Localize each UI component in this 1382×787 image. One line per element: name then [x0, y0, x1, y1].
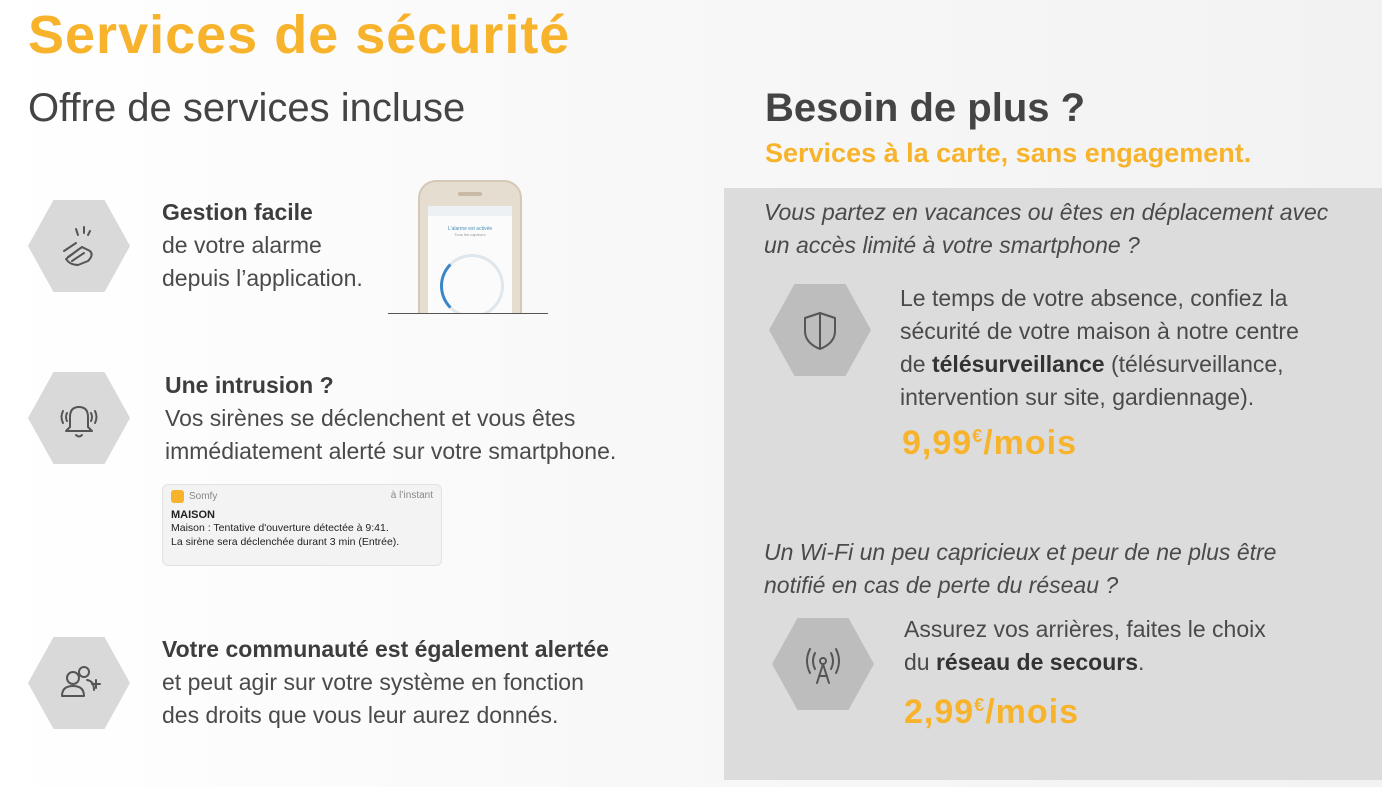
backup-network-offer-text: [904, 613, 1266, 679]
included-services-heading: Offre de services incluse: [28, 86, 466, 130]
backup-network-price: [904, 693, 1079, 732]
tagline: Services à la carte, sans engagement.: [765, 138, 1252, 168]
feature-line: depuis l’application.: [162, 265, 363, 291]
users-tile: [28, 637, 130, 729]
offer-line: [904, 646, 1266, 679]
monitoring-price: [902, 424, 1077, 463]
feature-line: de votre alarme: [162, 232, 322, 258]
feature-heading: Votre communauté est également alertée: [162, 636, 609, 662]
optional-services-panel: [724, 188, 1382, 780]
phone-sub-text: Tous les capteurs: [454, 232, 486, 237]
feature-heading: Gestion facile: [162, 199, 313, 225]
bell-tile: [28, 372, 130, 464]
monitoring-offer-text: [900, 282, 1299, 414]
phone-mockup: [388, 180, 548, 316]
notification-title: MAISON: [171, 509, 215, 521]
feature-easy-management: [162, 196, 363, 295]
page-title: Services de sécurité: [28, 5, 571, 65]
somfy-app-icon: [171, 490, 184, 503]
feature-heading: Une intrusion ?: [165, 372, 334, 398]
feature-intrusion: [165, 369, 616, 468]
price-unit: /mois: [985, 693, 1080, 731]
antenna-tile: [772, 618, 874, 710]
more-needed-heading: Besoin de plus ?: [765, 86, 1086, 130]
offer-line: [900, 348, 1299, 381]
offer-text: de: [900, 351, 932, 377]
antenna-signal-icon: [798, 639, 848, 689]
gesture-hand-icon: [54, 221, 104, 271]
phone-screen: [428, 206, 512, 314]
offer-keyword: télésurveillance: [931, 351, 1105, 377]
offer-line: Le temps de votre absence, confiez la: [900, 285, 1288, 311]
bell-alarm-icon: [54, 393, 104, 443]
offer-line: intervention sur site, gardiennage).: [900, 384, 1255, 410]
notification-message-1: Maison : Tentative d'ouverture détectée à 9:41.: [171, 522, 389, 534]
price-unit: /mois: [983, 424, 1078, 462]
offer-keyword: réseau de secours: [935, 649, 1138, 675]
feature-community: [162, 633, 609, 732]
offer-question: [764, 196, 1328, 262]
hand-gesture-tile: [28, 200, 130, 292]
notification-app-name: Somfy: [189, 491, 218, 502]
offer-text: du: [904, 649, 936, 675]
offer-line: sécurité de votre maison à notre centre: [900, 318, 1299, 344]
phone-speaker: [458, 192, 482, 196]
price-amount: 2,99: [904, 693, 975, 731]
offer-text: (télésurveillance,: [1104, 351, 1284, 377]
alarm-status-ring: [440, 254, 504, 314]
question-line: notifié en cas de perte du réseau ?: [764, 572, 1119, 598]
app-bar: [428, 206, 512, 216]
price-currency: €: [972, 426, 984, 446]
question-line: un accès limité à votre smartphone ?: [764, 232, 1140, 258]
notification-time: à l’instant: [390, 490, 433, 501]
shield-tile: [769, 284, 871, 376]
feature-line: Vos sirènes se déclenchent et vous êtes: [165, 405, 576, 431]
question-line: Vous partez en vacances ou êtes en déplacement avec: [764, 199, 1329, 225]
phone-status-text: L'alarme est activée: [447, 226, 493, 232]
offer-text: .: [1138, 649, 1145, 675]
push-notification: [162, 484, 442, 566]
price-currency: €: [974, 695, 986, 715]
offer-line: Assurez vos arrières, faites le choix: [904, 616, 1266, 642]
feature-line: et peut agir sur votre système en fonction: [162, 669, 584, 695]
notification-message-2: La sirène sera déclenchée durant 3 min (Entrée).: [171, 536, 400, 548]
feature-line: des droits que vous leur aurez donnés.: [162, 702, 559, 728]
smartphone-image: [418, 180, 522, 314]
users-add-icon: [54, 658, 104, 708]
ground-line: [388, 313, 548, 314]
feature-line: immédiatement alerté sur votre smartphone.: [165, 438, 617, 464]
shield-icon: [795, 305, 845, 355]
question-line: Un Wi-Fi un peu capricieux et peur de ne plus être: [764, 539, 1277, 565]
offer-question: [764, 536, 1276, 602]
price-amount: 9,99: [902, 424, 973, 462]
